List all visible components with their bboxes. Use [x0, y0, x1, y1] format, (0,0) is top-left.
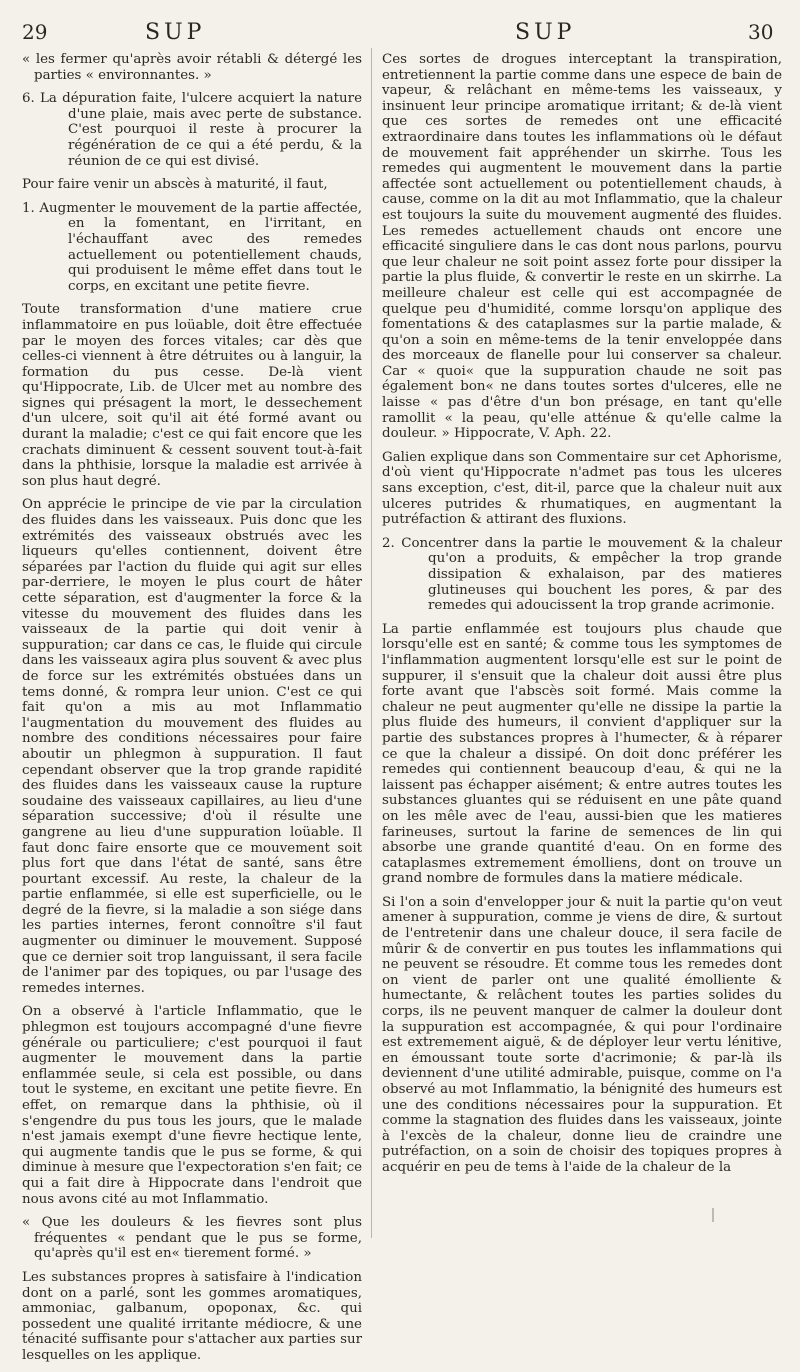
- margin-mark: [712, 1208, 714, 1222]
- left-column: [22, 52, 362, 1372]
- paragraph: Les substances propres à satisfaire à l'indication dont on a parlé, sont les gommes aromatiques, ammoniac, galbanum, opoponax, &c. qui possedent une qualité irritante médiocre, & une ténacité suffisante pour s'attacher aux parties sur lesquelles on les applique.: [22, 1269, 362, 1363]
- paragraph: Galien explique dans son Commentaire sur cet Aphorisme, d'où vient qu'Hippocrate n'admet pas tous les ulceres sans exception, c'est, dit-il, parce que la chaleur nuit aux ulceres putrides & rhumatiques, en augmentant la putréfaction & attirant des fluxions.: [382, 449, 782, 528]
- paragraph: La partie enflammée est toujours plus chaude que lorsqu'elle est en santé; & comme tous les symptomes de l'inflammation augmentent lorsqu'elle est sur le point de suppurer, il s'ensuit que la chaleur doit aussi être plus forte avant que l'abscès soit formé. Mais comme la chaleur ne peut augmenter qu'elle ne dissipe la partie la plus fluide des humeurs, il convient d'appliquer sur la partie des substances propres à l'humecter, & à réparer ce que la chaleur a dissipé. On doit donc préférer les remedes qui contiennent beaucoup d'eau, & qui ne la laissent pas échapper aisément; & entre autres toutes les substances gluantes qui se réduisent en une pâte quand on les mêle avec de l'eau, aussi-bien que les matieres farineuses, surtout la farine de semences de lin qui absorbe une grande quantité d'eau. On en forme des cataplasmes extremement émolliens, dont on trouve un grand nombre de formules dans la matiere médicale.: [382, 621, 782, 887]
- running-head-right: SUP: [515, 20, 576, 45]
- numbered-item: 6. La dépuration faite, l'ulcere acquiert la nature d'une plaie, mais avec perte de substance. C'est pourquoi il reste à procurer la régénération de ce qui a été perdu, & la réunion de ce qui est divisé.: [22, 91, 362, 169]
- numbered-item: 1. Augmenter le mouvement de la partie affectée, en la fomentant, en l'irritant, en l'échauffant avec des remedes actuellement ou potentiellement chauds, qui produisent le même effet dans tout le corps, en excitant une petite fievre.: [22, 200, 362, 294]
- page-number-right: 30: [748, 20, 774, 44]
- section-heading: Pour faire venir un abscès à maturité, il faut,: [22, 177, 328, 193]
- running-head-left: SUP: [145, 20, 206, 45]
- right-column: [382, 52, 782, 1184]
- column-divider: [371, 48, 372, 1238]
- numbered-item: 2. Concentrer dans la partie le mouvement & la chaleur qu'on a produits, & empêcher la trop grande dissipation & exhalaison, par des matieres glutineuses qui bouchent les pores, & par des remedes qui adoucissent la trop grande acrimonie.: [382, 535, 782, 614]
- paragraph: « les fermer qu'après avoir rétabli & détergé les parties « environnantes. »: [22, 52, 362, 83]
- paragraph: Toute transformation d'une matiere crue inflammatoire en pus loüable, doit être effectuée par le moyen des forces vitales; car dès que celles-ci viennent à être détruites ou à languir, la formation du pus cesse. De-là vient qu'Hippocrate, Lib. de Ulcer met au nombre des signes qui présagent la mort, le dessechement d'un ulcere, soit qu'il ait été formé avant ou durant la maladie; c'est ce qui fait encore que les crachats diminuent & cessent souvent tout-à-fait dans la phthisie, lorsque la maladie est arrivée à son plus haut degré.: [22, 302, 362, 489]
- paragraph: On apprécie le principe de vie par la circulation des fluides dans les vaisseaux. Puis donc que les extrémités des vaisseaux obstrués avec les liqueurs qu'elles contiennent, doivent être séparées par l'action du fluide qui agit sur elles par-derriere, le moyen le plus court de hâter cette séparation, est d'augmenter la force & la vitesse du mouvement des fluides dans les vaisseaux de la partie qui doit venir à suppuration; car dans ce cas, le fluide qui circule dans les vaisseaux agira plus souvent & avec plus de force sur les extrémités obstuées dans un tems donné, & rompra leur union. C'est ce qui fait qu'on a mis au mot Inflammatio l'augmentation du mouvement des fluides au nombre des conditions nécessaires pour faire aboutir un phlegmon à suppuration. Il faut cependant observer que la trop grande rapidité des fluides dans les vaisseaux cause la rupture soudaine des vaisseaux capillaires, au lieu d'une séparation successive; d'où il résulte une gangrene au lieu d'une suppuration loüable. Il faut donc faire ensorte que ce mouvement soit plus fort que dans l'état de santé, sans être pourtant excessif. Au reste, la chaleur de la partie enflammée, si elle est superficielle, ou le degré de la fievre, si la maladie a son siége dans les parties internes, feront connoître s'il faut augmenter ou diminuer le mouvement. Supposé que ce dernier soit trop languissant, il sera facile de l'animer par des topiques, ou par l'usage des remedes internes.: [22, 497, 362, 996]
- quotation: « Que les douleurs & les fievres sont plus fréquentes « pendant que le pus se forme, qu'après qu'il est en« tierement formé. »: [22, 1215, 362, 1262]
- paragraph: Si l'on a soin d'envelopper jour & nuit la partie qu'on veut amener à suppuration, comme je viens de dire, & surtout de l'entretenir dans une chaleur douce, il sera facile de mûrir & de convertir en pus toutes les inflammations qui ne peuvent se résoudre. Et comme tous les remedes dont on vient de parler ont une qualité émolliente & humectante, & relâchent toutes les parties solides du corps, ils ne peuvent manquer de calmer la douleur dont la suppuration est accompagnée, & qui pour l'ordinaire est extremement aiguë, & de déployer leur vertu lénitive, en émoussant toute sorte d'acrimonie; & par-là ils deviennent d'une utilité admirable, puisque, comme on l'a observé au mot Inflammatio, la bénignité des humeurs est une des conditions nécessaires pour la suppuration. Et comme la stagnation des fluides dans les vaisseaux, jointe à l'excès de la chaleur, donne lieu de craindre une putréfaction, on a soin de choisir des topiques propres à acquérir en peu de tems à l'aide de la chaleur de la: [382, 894, 782, 1175]
- paragraph: Ces sortes de drogues interceptant la transpiration, entretiennent la partie comme dans une espece de bain de vapeur, & relâchant en même-tems les vaisseaux, y insinuent leur principe aromatique irritant; & de-là vient que ces sortes de remedes ont une efficacité extraordinaire dans toutes les inflammations où le défaut de mouvement fait appréhender un skirrhe. Tous les remedes qui augmentent le mouvement dans la partie affectée sont actuellement ou potentiellement chauds, à cause, comme on la dit au mot Inflammatio, que la chaleur est toujours la suite du mouvement augmenté des fluides. Les remedes actuellement chauds ont encore une efficacité singuliere dans le cas dont nous parlons, pourvu que leur chaleur ne soit point assez forte pour dissiper la partie la plus fluide, & convertir le reste en un skirrhe. La meilleure chaleur est celle qui est accompagnée de quelque peu d'humidité, comme lorsqu'on applique des fomentations & des cataplasmes sur la partie malade, & qu'on a soin en même-tems de la tenir enveloppée dans des morceaux de flanelle pour lui conserver sa chaleur. Car « quoi« que la suppuration chaude ne soit pas également bon« ne dans toutes sortes d'ulceres, elle ne laisse « pas d'être d'un bon présage, en tant qu'elle ramollit « la peau, qu'elle atténue & qu'elle calme la douleur. » Hippocrate, V. Aph. 22.: [382, 52, 782, 442]
- page-number-left: 29: [22, 20, 48, 44]
- paragraph: On a observé à l'article Inflammatio, que le phlegmon est toujours accompagné d'une fievre générale ou particuliere; c'est pourquoi il faut augmenter le mouvement dans la partie enflammée seule, si cela est possible, ou dans tout le systeme, en excitant une petite fievre. En effet, on remarque dans la phthisie, où il s'engendre du pus tous les jours, que le malade n'est jamais exempt d'une fievre hectique lente, qui augmente tandis que le pus se forme, & qui diminue à mesure que l'expectoration s'en fait; ce qui a fait dire à Hippocrate dans l'endroit que nous avons cité au mot Inflammatio.: [22, 1004, 362, 1207]
